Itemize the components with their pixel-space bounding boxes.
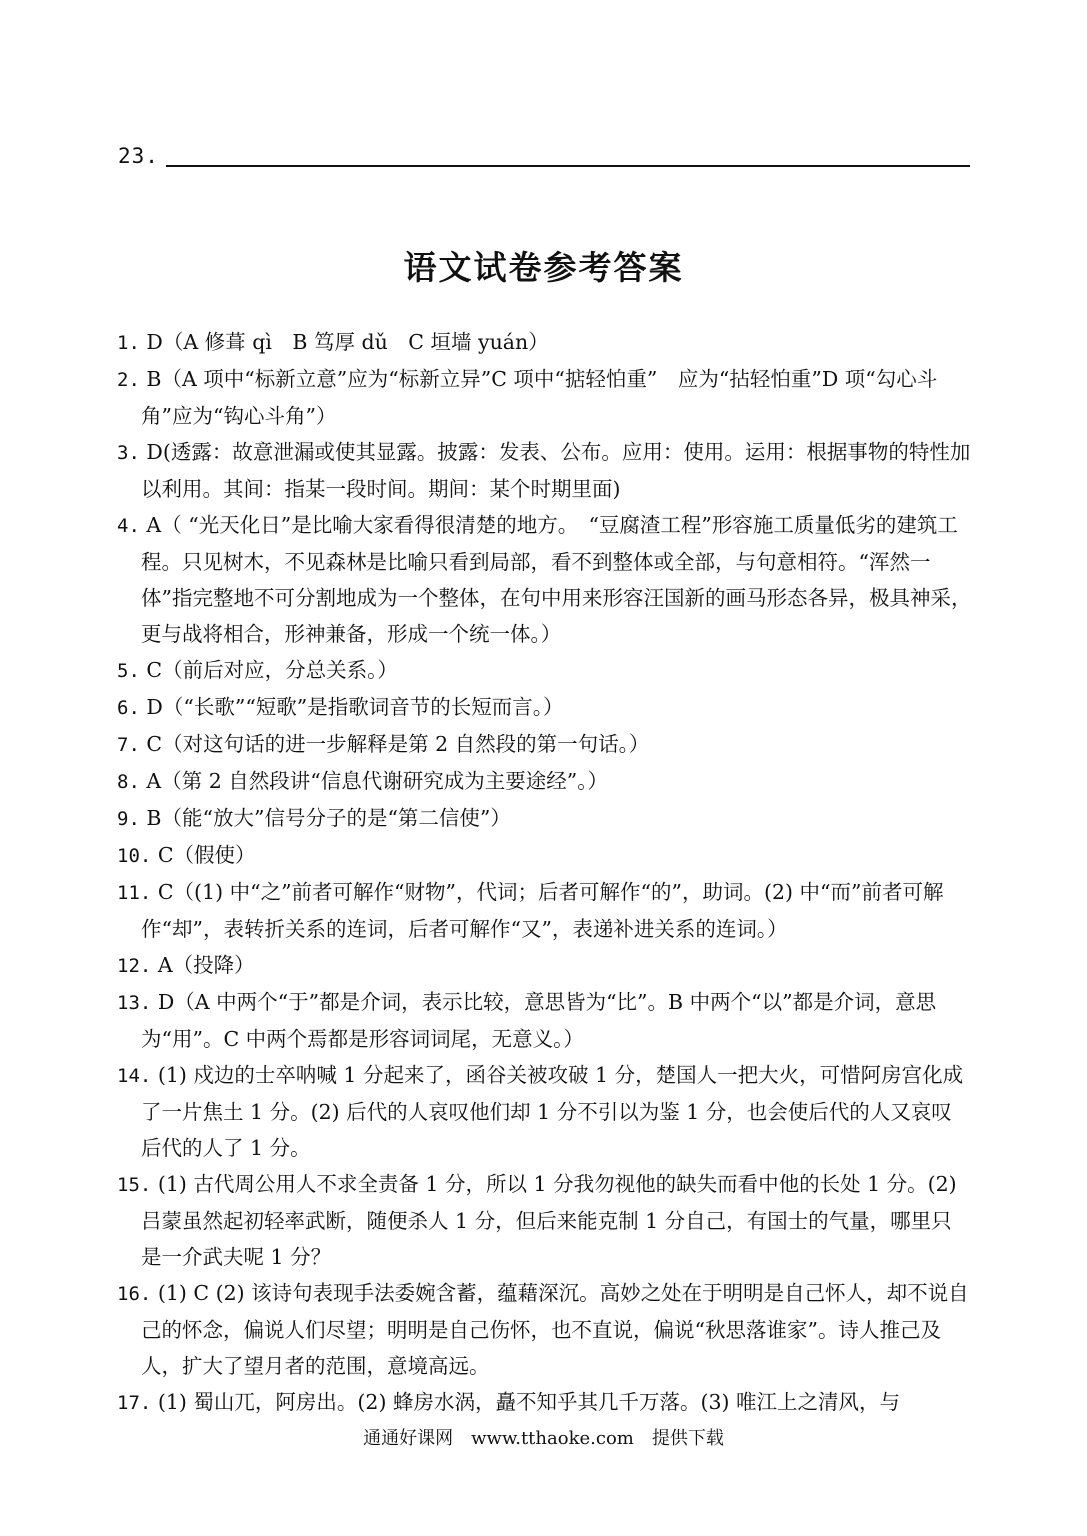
answer-item (117, 984, 972, 1057)
answer-item (117, 947, 972, 984)
answer-number: 16. (117, 1283, 152, 1305)
answer-text: (1) 蜀山兀，阿房出。(2) 蜂房水涡，矗不知乎其几千万落。(3) 唯江上之清风，与 (157, 1390, 901, 1414)
footer-source: 通通好课网 www.tthaoke.com 提供下载 (363, 1428, 724, 1449)
answer-item (117, 434, 972, 507)
answer-number: 7. (117, 734, 140, 756)
answer-blank-line (166, 165, 970, 167)
answer-text: C（前后对应，分总关系。） (146, 658, 398, 682)
answer-number: 3. (117, 442, 140, 464)
answer-text: D(透露：故意泄漏或使其显露。披露：发表、公布。应用：使用。运用：根据事物的特性加以利用。其间：指某一段时间。期间：某个时期里面) (141, 440, 971, 501)
answer-number: 9. (117, 808, 140, 830)
answer-text: A（投降） (157, 953, 255, 977)
answer-text: (1) C (2) 该诗句表现手法委婉含蓄，蕴藉深沉。高妙之处在于明明是自己怀人，却不说自己的怀念，偏说人们尽望；明明是自己伤怀，也不直说，偏说“秋思落谁家”。诗人推己及人，扩大了望月者的范围，意境高远。 (141, 1281, 969, 1378)
answer-text: B（能“放大”信号分子的是“第二信使”） (146, 806, 511, 830)
answer-text: C（对这句话的进一步解释是第 2 自然段的第一句话。） (146, 732, 650, 756)
answer-text: (1) 戍边的士卒呐喊 1 分起来了，函谷关被攻破 1 分，楚国人一把大火，可惜阿房宫化成了一片焦土 1 分。(2) 后代的人哀叹他们却 1 分不引以为鉴 1 分，也会使后代的人又哀叹后代的人了 1 分。 (141, 1063, 964, 1160)
answer-number: 10. (117, 845, 152, 867)
answer-text: (1) 古代周公用人不求全责备 1 分，所以 1 分我勿视他的缺失而看中他的长处 1 分。(2) 吕蒙虽然起初轻率武断，随便杀人 1 分，但后来能克制 1 分自己，有国士的气量，哪里只是一介武夫呢 1 分？ (141, 1172, 957, 1269)
answer-number: 13. (117, 992, 152, 1014)
answer-number: 6. (117, 697, 140, 719)
answer-number: 5. (117, 660, 140, 682)
answer-text: D（A 修葺 qì B 笃厚 dǔ C 垣墙 yuán） (146, 330, 549, 354)
question-23-row (118, 140, 970, 170)
answer-number: 8. (117, 771, 140, 793)
answer-item (117, 763, 972, 800)
answer-text: A（第 2 自然段讲“信息代谢研究成为主要途经”。） (146, 769, 609, 793)
page-title: 语文试卷参考答案 (403, 248, 684, 287)
answer-item (117, 652, 972, 689)
answer-text: B（A 项中“标新立意”应为“标新立异”C 项中“掂轻怕重” 应为“拈轻怕重”D 项“勾心斗角”应为“钩心斗角”） (141, 367, 938, 428)
answer-number: 17. (117, 1392, 152, 1414)
answer-number: 1. (117, 332, 140, 354)
answer-item (117, 1057, 972, 1166)
answer-list (117, 324, 972, 1421)
answer-text: C（假使） (157, 843, 256, 867)
answer-item (117, 1275, 972, 1384)
answer-text: A（ “光天化日”是比喻大家看得很清楚的地方。 “豆腐渣工程”形容施工质量低劣的建筑工程。只见树木，不见森林是比喻只看到局部，看不到整体或全部，与句意相符。“浑然一体”指完整地不可分割地成为一个整体，在句中用来形容汪国新的画马形态各异，极具神采，更与战将相合，形神兼备，形成一个统一体。） (141, 513, 972, 646)
answer-number: 11. (117, 882, 152, 904)
question-23-number: 23. (118, 144, 159, 168)
answer-text: C（(1) 中“之”前者可解作“财物”，代词；后者可解作“的”，助词。(2) 中“而”前者可解作“却”，表转折关系的连词，后者可解作“又”，表递补进关系的连词。） (141, 880, 944, 941)
answer-number: 12. (117, 955, 152, 977)
answer-item (117, 726, 972, 763)
answer-text: D（A 中两个“于”都是介词，表示比较，意思皆为“比”。B 中两个“以”都是介词，意思为“用”。C 中两个焉都是形容词词尾，无意义。） (141, 990, 937, 1051)
answer-item (117, 689, 972, 726)
answer-item (117, 507, 972, 652)
answer-item (117, 1166, 972, 1275)
answer-item (117, 837, 972, 874)
answer-number: 15. (117, 1174, 152, 1196)
answer-number: 14. (117, 1065, 152, 1087)
answer-number: 2. (117, 369, 140, 391)
answer-item (117, 874, 972, 947)
answer-text: D（“长歌”“短歌”是指歌词音节的长短而言。） (146, 695, 564, 719)
answer-item (117, 324, 972, 361)
answer-item (117, 800, 972, 837)
answer-item (117, 1384, 972, 1421)
answer-item (117, 361, 972, 434)
answer-number: 4. (117, 515, 140, 537)
